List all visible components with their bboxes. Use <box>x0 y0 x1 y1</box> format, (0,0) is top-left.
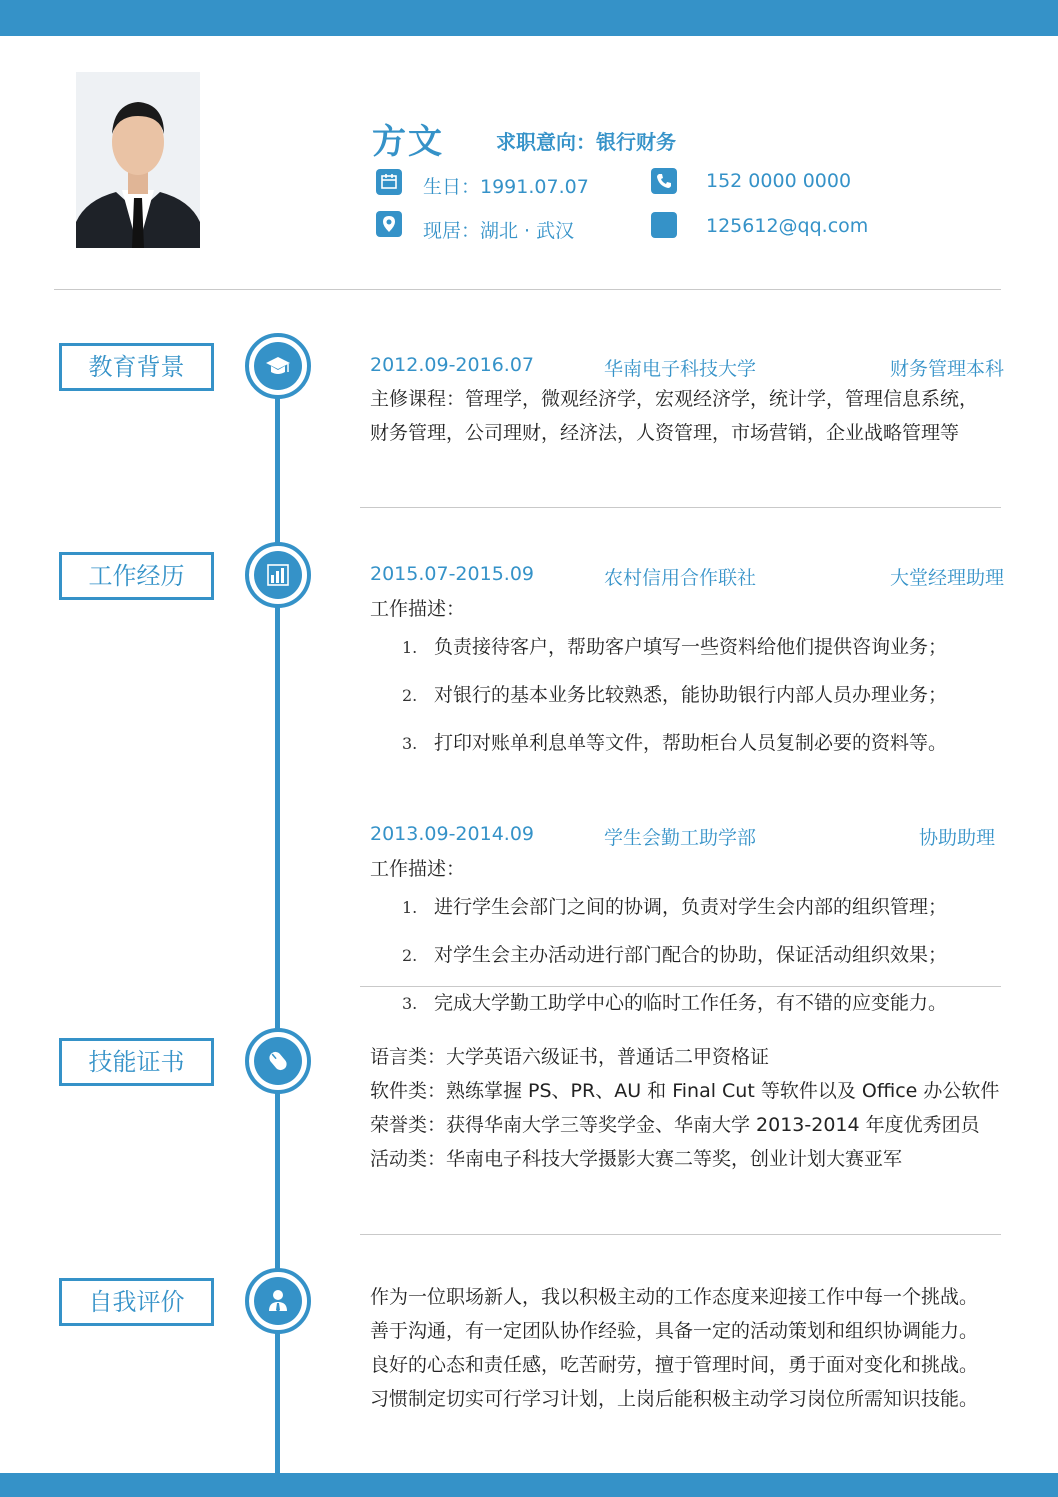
edu-school: 华南电子科技大学 <box>604 358 757 380</box>
self-eval-line-3: 良好的心态和责任感，吃苦耐劳，擅于管理时间，勇于面对变化和挑战。 <box>370 1354 979 1376</box>
list-item: 1. 进行学生会部门之间的协调，负责对学生会内部的组织管理； <box>402 896 948 918</box>
work-divider <box>360 986 1001 987</box>
top-accent-bar <box>0 0 1058 36</box>
job-1-desc-label: 工作描述： <box>370 598 466 620</box>
skill-line-honors: 荣誉类：获得华南大学三等奖学金、华南大学 2013-2014 年度优秀团员 <box>370 1114 980 1136</box>
list-item: 2. 对银行的基本业务比较熟悉，能协助银行内部人员办理业务； <box>402 684 948 706</box>
timeline-node-work <box>245 542 311 608</box>
edu-courses-line-1: 主修课程：管理学，微观经济学，宏观经济学，统计学，管理信息系统， <box>370 388 979 410</box>
section-title-self: 自我评价 <box>59 1278 214 1326</box>
job-1-org: 农村信用合作联社 <box>604 567 757 589</box>
timeline-node-education <box>245 333 311 399</box>
section-title-education: 教育背景 <box>59 343 214 391</box>
current-location: 现居：湖北 · 武汉 <box>423 220 575 242</box>
list-item: 1. 负责接待客户，帮助客户填写一些资料给他们提供咨询业务； <box>402 636 948 658</box>
candidate-name: 方文 <box>372 122 444 162</box>
section-title-skills: 技能证书 <box>59 1038 214 1086</box>
list-item: 3. 完成大学勤工助学中心的临时工作任务，有不错的应变能力。 <box>402 992 948 1014</box>
bar-chart-icon <box>259 556 297 594</box>
location-icon <box>376 211 402 237</box>
job-1-role: 大堂经理助理 <box>889 567 1004 589</box>
person-icon <box>259 1282 297 1320</box>
self-eval-line-4: 习惯制定切实可行学习计划，上岗后能积极主动学习岗位所需知识技能。 <box>370 1388 979 1410</box>
education-divider <box>360 507 1001 508</box>
edu-date: 2012.09-2016.07 <box>370 354 534 376</box>
email-icon <box>651 212 677 238</box>
list-item: 3. 打印对账单利息单等文件，帮助柜台人员复制必要的资料等。 <box>402 732 948 754</box>
job-2-date: 2013.09-2014.09 <box>370 823 534 845</box>
skills-divider <box>360 1234 1001 1235</box>
edu-major: 财务管理本科 <box>889 358 1004 380</box>
timeline-node-skills <box>245 1028 311 1094</box>
job-2-desc-label: 工作描述： <box>370 858 466 880</box>
birth-date: 生日：1991.07.07 <box>423 176 589 198</box>
list-item: 2. 对学生会主办活动进行部门配合的协助，保证活动组织效果； <box>402 944 948 966</box>
timeline-node-self <box>245 1268 311 1334</box>
graduation-cap-icon <box>259 347 297 385</box>
job-2-role: 协助助理 <box>918 827 995 849</box>
calendar-icon <box>376 169 402 195</box>
skill-line-activities: 活动类：华南电子科技大学摄影大赛二等奖，创业计划大赛亚军 <box>370 1148 903 1170</box>
email-address: 125612@qq.com <box>706 215 869 237</box>
skill-line-software: 软件类：熟练掌握 PS、PR、AU 和 Final Cut 等软件以及 Office 办公软件 <box>370 1080 1000 1102</box>
job-intent: 求职意向：银行财务 <box>496 130 676 154</box>
edu-courses-line-2: 财务管理，公司理财，经济法，人资管理，市场营销，企业战略管理等 <box>370 422 960 444</box>
skill-line-language: 语言类：大学英语六级证书，普通话二甲资格证 <box>370 1046 770 1068</box>
self-eval-line-2: 善于沟通，有一定团队协作经验，具备一定的活动策划和组织协调能力。 <box>370 1320 979 1342</box>
bottom-accent-bar <box>0 1473 1058 1497</box>
phone-number: 152 0000 0000 <box>706 170 852 192</box>
phone-icon <box>651 168 677 194</box>
profile-photo <box>76 72 200 248</box>
job-2-org: 学生会勤工助学部 <box>604 827 757 849</box>
mouse-icon <box>259 1042 297 1080</box>
self-eval-line-1: 作为一位职场新人，我以积极主动的工作态度来迎接工作中每一个挑战。 <box>370 1286 979 1308</box>
job-1-date: 2015.07-2015.09 <box>370 563 534 585</box>
header-divider <box>54 289 1001 290</box>
section-title-work: 工作经历 <box>59 552 214 600</box>
